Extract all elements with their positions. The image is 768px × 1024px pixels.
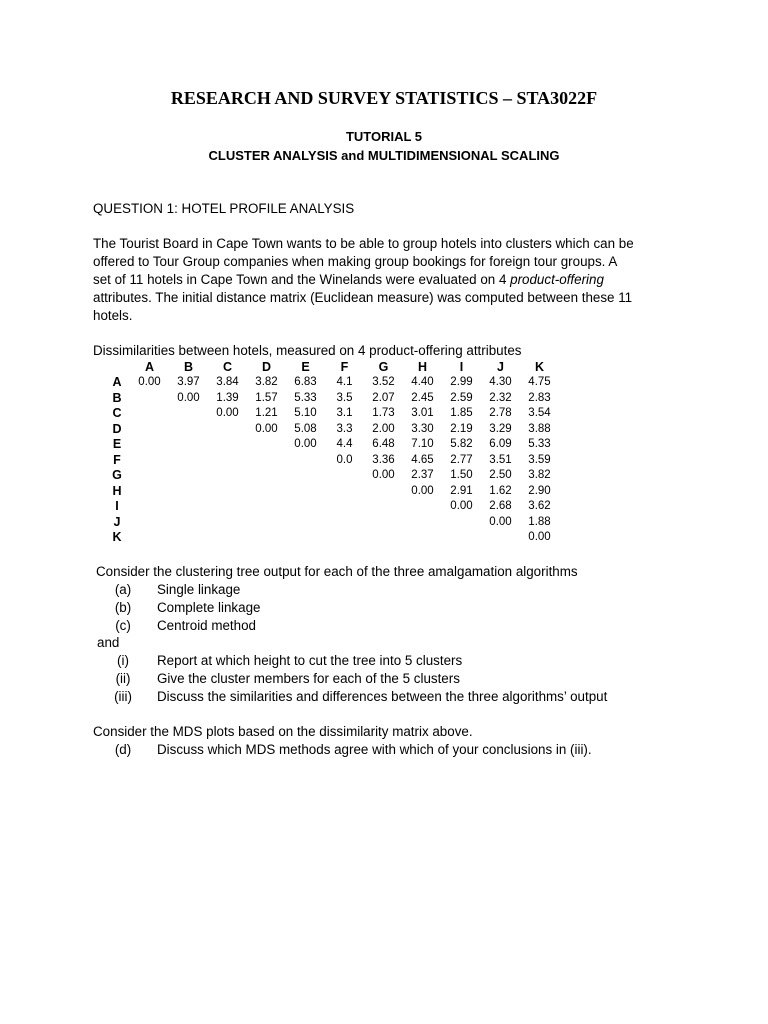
matrix-cell: 2.19 [450,422,473,435]
matrix-cell: 3.52 [372,376,395,389]
matrix-row-label: H [112,483,122,498]
list-item-label: (d) [114,742,132,757]
matrix-cell [130,437,169,453]
matrix-cell [130,390,169,406]
matrix-cell: 2.83 [528,391,551,404]
matrix-cell [364,514,403,530]
matrix-cell: 5.33 [294,391,317,404]
matrix-row-label: I [115,499,119,514]
matrix-cell: 2.78 [489,407,512,420]
question-heading: QUESTION 1: HOTEL PROFILE ANALYSIS [93,201,355,216]
matrix-cell [130,499,169,515]
list-item-text: Complete linkage [157,600,261,615]
list-item-label: (b) [114,600,132,615]
matrix-cell [208,483,247,499]
matrix-cell [364,483,403,499]
matrix-cell: 2.37 [411,469,434,482]
matrix-cell [325,499,364,515]
matrix-row [104,390,559,406]
matrix-cell: 5.08 [294,422,317,435]
matrix-cell [247,437,286,453]
matrix-cell [403,530,442,546]
matrix-cell: 3.54 [528,407,551,420]
matrix-row-label: C [112,406,122,421]
matrix-row [104,421,559,437]
matrix-cell: 3.5 [336,391,353,404]
list-item-text: Discuss which MDS methods agree with which of your conclusions in (iii). [157,742,592,757]
matrix-cell [247,530,286,546]
list-item-label: (ii) [115,671,131,686]
matrix-cell [208,468,247,484]
matrix-row [104,452,559,468]
matrix-cell: 3.62 [528,500,551,513]
matrix-cell [286,514,325,530]
intro-line-3 [93,271,683,289]
matrix-cell: 6.83 [294,376,317,389]
matrix-cell: 6.09 [489,438,512,451]
matrix-cell: 2.50 [489,469,512,482]
matrix-cell: 2.90 [528,484,551,497]
matrix-row-label: K [112,530,122,545]
mds-instruction: Consider the MDS plots based on the dissimilarity matrix above. [93,724,473,739]
matrix-caption: Dissimilarities between hotels, measured on 4 product-offering attributes [93,343,522,358]
list-item-label: (c) [115,618,131,633]
matrix-cell: 0.00 [216,407,239,420]
matrix-cell: 5.10 [294,407,317,420]
matrix-cell [130,468,169,484]
matrix-row [104,468,559,484]
matrix-row [104,514,559,530]
matrix-cell: 1.21 [255,407,278,420]
matrix-column-header: H [417,359,428,374]
matrix-cell [325,483,364,499]
matrix-cell: 3.84 [216,376,239,389]
matrix-cell [247,468,286,484]
dissimilarity-matrix [104,359,559,545]
matrix-column-header: C [222,359,233,374]
page-title: RESEARCH AND SURVEY STATISTICS – STA3022F [170,88,598,108]
matrix-cell: 3.88 [528,422,551,435]
matrix-column-header: G [378,359,389,374]
matrix-cell: 2.00 [372,422,395,435]
matrix-cell: 4.4 [336,438,353,451]
matrix-header-row [104,359,559,375]
matrix-row [104,437,559,453]
matrix-body [104,375,559,546]
matrix-column-header: K [534,359,545,374]
matrix-cell: 1.73 [372,407,395,420]
matrix-cell: 3.01 [411,407,434,420]
matrix-cell [286,468,325,484]
matrix-cell [325,468,364,484]
matrix-cell: 0.00 [450,500,473,513]
matrix-cell: 1.57 [255,391,278,404]
list-item-text: Report at which height to cut the tree into 5 clusters [157,653,463,668]
matrix-cell: 3.1 [336,407,353,420]
matrix-column-header: F [340,359,349,374]
matrix-cell: 1.50 [450,469,473,482]
matrix-row [104,530,559,546]
matrix-cell [247,514,286,530]
matrix-cell [130,483,169,499]
matrix-column-header: I [459,359,464,374]
matrix-cell: 5.82 [450,438,473,451]
matrix-cell [286,530,325,546]
matrix-cell: 5.33 [528,438,551,451]
matrix-cell: 0.00 [528,531,551,544]
matrix-cell: 3.30 [411,422,434,435]
matrix-cell [130,452,169,468]
matrix-row-label: G [112,468,122,483]
matrix-cell [169,530,208,546]
matrix-column-header: A [144,359,155,374]
matrix-cell [247,483,286,499]
matrix-cell: 3.51 [489,453,512,466]
matrix-cell [481,530,520,546]
matrix-cell [169,483,208,499]
clustering-instruction: Consider the clustering tree output for each of the three amalgamation algorithms [96,564,578,579]
matrix-cell [286,483,325,499]
intro-line-3-text: set of 11 hotels in Cape Town and the Winelands were evaluated on 4 [93,272,511,287]
tutorial-topic: CLUSTER ANALYSIS and MULTIDIMENSIONAL SCALING [208,148,560,163]
matrix-cell: 2.32 [489,391,512,404]
matrix-cell: 3.97 [177,376,200,389]
matrix-cell: 3.82 [255,376,278,389]
matrix-cell: 3.59 [528,453,551,466]
matrix-cell: 0.00 [411,484,434,497]
matrix-cell: 4.65 [411,453,434,466]
matrix-cell: 1.62 [489,484,512,497]
intro-line-5: hotels. [93,308,133,323]
question-intro [93,235,683,325]
matrix-cell [169,499,208,515]
matrix-cell [130,406,169,422]
matrix-cell [442,514,481,530]
intro-line-1: The Tourist Board in Cape Town wants to be able to group hotels into clusters which can be [93,236,634,251]
intro-line-2: offered to Tour Group companies when making group bookings for foreign tour groups. A [93,254,618,269]
matrix-cell [130,530,169,546]
matrix-row [104,483,559,499]
matrix-cell [442,530,481,546]
matrix-corner [104,359,130,375]
matrix-cell: 3.36 [372,453,395,466]
matrix-cell [169,437,208,453]
matrix-column-header: J [497,359,504,374]
matrix-cell [208,452,247,468]
matrix-cell: 4.1 [336,376,353,389]
matrix-cell: 0.00 [177,391,200,404]
matrix-cell [247,499,286,515]
matrix-cell [364,530,403,546]
matrix-cell: 1.85 [450,407,473,420]
list-item-label: (i) [117,653,129,668]
matrix-cell [325,530,364,546]
matrix-cell [286,499,325,515]
matrix-cell: 4.75 [528,376,551,389]
matrix-row-label: J [113,514,121,529]
matrix-cell: 2.91 [450,484,473,497]
matrix-cell [208,437,247,453]
matrix-row-label: D [112,421,122,436]
matrix-cell: 2.07 [372,391,395,404]
matrix-cell [208,530,247,546]
matrix-cell [208,421,247,437]
and-connector: and [97,635,120,650]
list-item-text: Discuss the similarities and differences between the three algorithms’ output [157,689,608,704]
matrix-row [104,375,559,391]
matrix-row-label: B [112,390,122,405]
list-item-text: Single linkage [157,582,241,597]
matrix-cell [130,514,169,530]
matrix-cell [130,421,169,437]
matrix-cell [325,514,364,530]
intro-line-4: attributes. The initial distance matrix (Euclidean measure) was computed between these 11 [93,290,633,305]
matrix-cell [403,514,442,530]
matrix-cell: 3.82 [528,469,551,482]
matrix-row-label: F [113,452,121,467]
matrix-cell: 2.68 [489,500,512,513]
matrix-cell: 6.48 [372,438,395,451]
tutorial-number: TUTORIAL 5 [345,129,423,144]
matrix-cell: 2.77 [450,453,473,466]
matrix-row [104,499,559,515]
list-item-text: Give the cluster members for each of the 5 clusters [157,671,460,686]
matrix-cell [286,452,325,468]
matrix-column-header: B [183,359,194,374]
matrix-cell [169,468,208,484]
matrix-cell: 3.29 [489,422,512,435]
matrix-cell [247,452,286,468]
matrix-cell [403,499,442,515]
matrix-cell [364,499,403,515]
matrix-cell [169,514,208,530]
matrix-row-label: E [112,437,122,452]
matrix-cell: 0.0 [336,453,353,466]
matrix-cell: 4.40 [411,376,434,389]
intro-emphasis: product-offering [510,272,604,287]
matrix-cell: 2.99 [450,376,473,389]
matrix-cell: 2.59 [450,391,473,404]
matrix-row [104,406,559,422]
matrix-row-label: A [112,375,122,390]
matrix-cell: 0.00 [294,438,317,451]
matrix-cell: 7.10 [411,438,434,451]
matrix-cell [169,421,208,437]
list-item-label: (a) [114,582,132,597]
matrix-column-header: E [301,359,310,374]
list-item-text: Centroid method [157,618,256,633]
matrix-cell [208,499,247,515]
matrix-cell [208,514,247,530]
matrix-cell: 4.30 [489,376,512,389]
matrix-cell: 2.45 [411,391,434,404]
matrix-cell [169,452,208,468]
matrix-column-header: D [261,359,272,374]
matrix-cell: 0.00 [255,422,278,435]
matrix-cell: 0.00 [489,515,512,528]
matrix-cell: 1.39 [216,391,239,404]
matrix-cell [169,406,208,422]
matrix-cell: 0.00 [372,469,395,482]
matrix-cell: 3.3 [336,422,353,435]
list-item-label: (iii) [114,689,132,704]
matrix-cell: 1.88 [528,515,551,528]
matrix-cell: 0.00 [138,376,161,389]
